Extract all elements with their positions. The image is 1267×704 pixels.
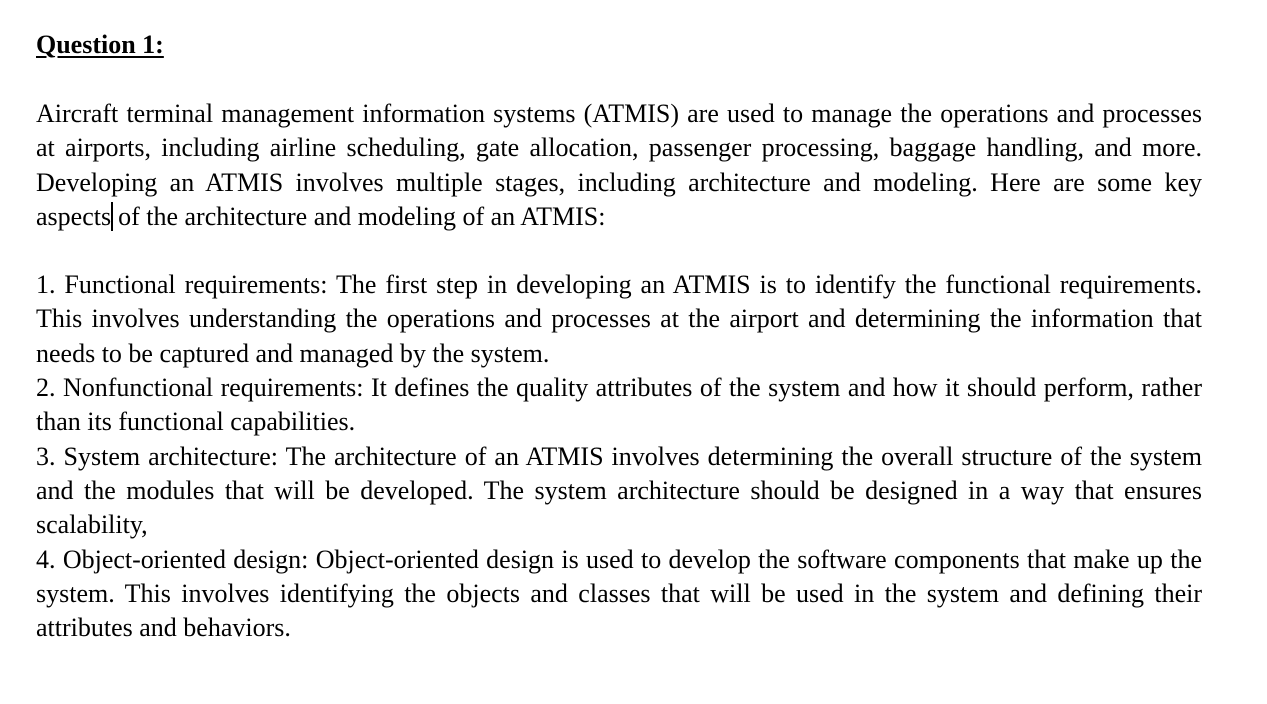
document-body: [36, 28, 1202, 645]
question-heading: Question 1:: [36, 30, 164, 59]
intro-text-before-caret: Aircraft terminal management information systems (ATMIS) are used to manage the operations and processes at airports, including airline scheduling, gate allocation, passenger processing, baggage handling, and more. Developing an ATMIS involves multiple stages, including architecture and modeling. Here are some key aspects: [36, 99, 1202, 231]
list-item-functional-requirements[interactable]: 1. Functional requirements: The first step in developing an ATMIS is to identify the functional requirements. This involves understanding the operations and processes at the airport and determining the information that needs to be captured and managed by the system.: [36, 270, 1202, 368]
requirements-list: [36, 268, 1202, 645]
list-item-nonfunctional-requirements[interactable]: 2. Nonfunctional requirements: It defines the quality attributes of the system and how it should perform, rather than its functional capabilities.: [36, 373, 1202, 437]
intro-text-after-caret: of the architecture and modeling of an ATMIS:: [111, 201, 606, 231]
list-item-object-oriented-design[interactable]: 4. Object-oriented design: Object-oriented design is used to develop the software components that make up the system. This involves identifying the objects and classes that will be used in the system and defining their attributes and behaviors.: [36, 544, 1202, 643]
intro-paragraph[interactable]: [36, 97, 1202, 234]
list-item-system-architecture[interactable]: 3. System architecture: The architecture of an ATMIS involves determining the overall structure of the system and the modules that will be developed. The system architecture should be designed in a way that ensures scalability,: [36, 441, 1202, 540]
